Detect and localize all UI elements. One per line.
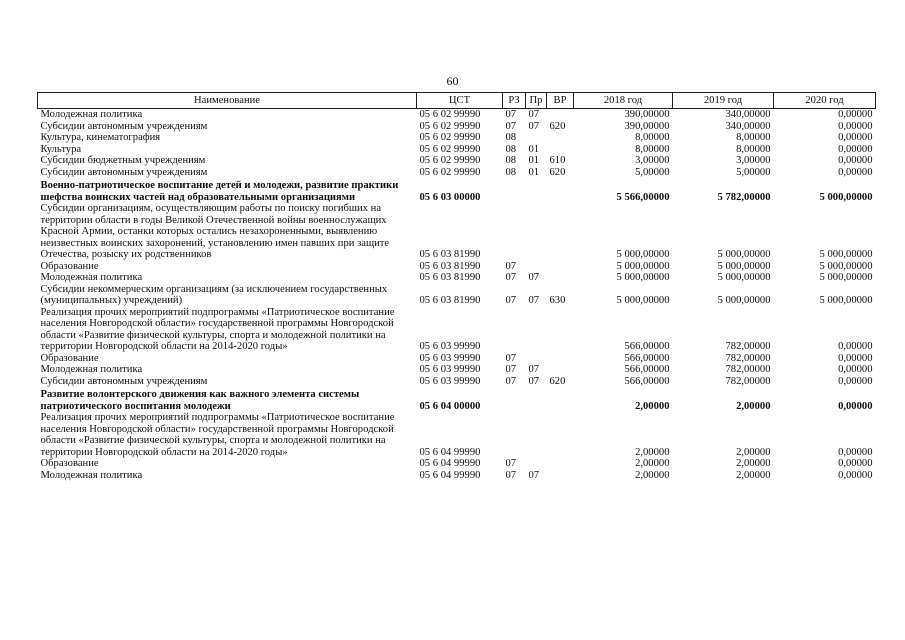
cell-vr: 630: [549, 295, 566, 306]
cell-pr: 01: [528, 155, 540, 166]
cell-name: Субсидии автономным учреждениям: [40, 166, 208, 178]
page-number: 60: [446, 74, 459, 88]
cell-pr: [526, 307, 547, 353]
cell-vr: 620: [549, 120, 566, 132]
cell-rz: 07: [505, 109, 517, 120]
cell-rz: 07: [505, 364, 517, 375]
budget-table: [37, 92, 876, 481]
cell-2019: 5 000,00000: [717, 272, 771, 283]
cell-2018: 5 566,00000: [616, 191, 670, 203]
column-header-2019: 2019 год: [673, 93, 774, 109]
table-row: [38, 376, 876, 388]
cell-name: Реализация прочих мероприятий подпрограммы «Патриотическое воспитание населения Новгородской области» государственной программы Новгородской области «Развитие физической культуры, спорта и молодежной политики на территории Новгородской области на 2014-2020 годы»: [40, 412, 395, 458]
cell-2020: 0,00000: [838, 132, 873, 143]
cell-2020: 0,00000: [838, 375, 873, 387]
column-header-rz: РЗ: [503, 93, 526, 109]
cell-rz: 07: [505, 469, 517, 481]
cell-2020: 5 000,00000: [819, 295, 873, 306]
cell-pr: [526, 387, 547, 412]
column-header-name: Наименование: [38, 93, 417, 109]
cell-rz: [503, 203, 526, 261]
cell-cst: 05 6 03 81990: [419, 295, 481, 306]
cell-name: Образование: [40, 260, 99, 272]
cell-cst: 05 6 04 00000: [419, 400, 481, 412]
cell-2020: 0,00000: [838, 400, 873, 412]
table-row: [38, 121, 876, 133]
cell-cst: 05 6 02 99990: [419, 132, 481, 143]
cell-vr: 620: [549, 375, 566, 387]
table-row: [38, 412, 876, 458]
cell-name: Молодежная политика: [40, 272, 143, 283]
cell-pr: 07: [528, 469, 540, 481]
cell-2020: 0,00000: [838, 458, 873, 469]
cell-2019: 782,00000: [725, 341, 771, 352]
cell-2019: 5 000,00000: [717, 249, 771, 260]
cell-2018: 5 000,00000: [616, 249, 670, 260]
cell-cst: 05 6 03 00000: [419, 191, 481, 203]
cell-2018: 5 000,00000: [616, 260, 670, 272]
cell-2019: 782,00000: [725, 375, 771, 387]
cell-cst: 05 6 04 99990: [419, 458, 481, 469]
cell-pr: [526, 458, 547, 470]
cell-name: Субсидии организациям, осуществляющим работы по поиску погибших на территории области в годы Великой Отечественной войны военнослужащих Красной Армии, останки которых остались незахороненными, выявлению неизвестных воинских захоронений, установлению имен павших при защите Отечества, розыску их родственников: [40, 203, 390, 260]
table-row: [38, 307, 876, 353]
cell-2018: 2,00000: [635, 400, 670, 412]
cell-rz: 08: [505, 155, 517, 166]
cell-name: Образование: [40, 352, 99, 364]
cell-vr: [547, 261, 574, 273]
cell-name: Субсидии бюджетным учреждениям: [40, 155, 206, 166]
cell-rz: 08: [505, 143, 517, 155]
table-row: [38, 132, 876, 144]
column-header-2020: 2020 год: [774, 93, 876, 109]
cell-pr: [526, 178, 547, 203]
cell-cst: 05 6 03 81990: [419, 249, 481, 260]
cell-2018: 390,00000: [624, 120, 670, 132]
cell-2018: 8,00000: [635, 132, 670, 143]
cell-vr: [547, 178, 574, 203]
cell-pr: 07: [528, 109, 540, 120]
cell-name: Реализация прочих мероприятий подпрограммы «Патриотическое воспитание населения Новгородской области» государственной программы Новгородской области «Развитие физической культуры, спорта и молодежной политики на территории Новгородской области на 2014-2020 годы»: [40, 306, 395, 352]
cell-name: Субсидии автономным учреждениям: [40, 120, 208, 132]
cell-cst: 05 6 02 99990: [419, 155, 481, 166]
cell-vr: [547, 387, 574, 412]
cell-2019: 2,00000: [736, 469, 771, 481]
cell-2018: 8,00000: [635, 143, 670, 155]
cell-2019: 8,00000: [736, 143, 771, 155]
cell-pr: 07: [528, 120, 540, 132]
cell-rz: 07: [505, 352, 517, 364]
cell-pr: 07: [528, 375, 540, 387]
cell-rz: 07: [505, 375, 517, 387]
cell-2020: 5 000,00000: [819, 249, 873, 260]
table-row: [38, 261, 876, 273]
header-row: [38, 93, 876, 109]
cell-2020: 0,00000: [838, 352, 873, 364]
cell-2019: 5 782,00000: [717, 191, 771, 203]
table-row: [38, 272, 876, 284]
table-row: [38, 387, 876, 412]
cell-2020: 5 000,00000: [819, 272, 873, 283]
cell-2019: 5,00000: [736, 166, 771, 178]
cell-name: Культура: [40, 143, 82, 155]
cell-2018: 566,00000: [624, 341, 670, 352]
cell-pr: 07: [528, 364, 540, 375]
cell-2018: 566,00000: [624, 352, 670, 364]
table-row: [38, 284, 876, 307]
cell-vr: [547, 132, 574, 144]
cell-cst: 05 6 02 99990: [419, 120, 481, 132]
cell-2018: 5 000,00000: [616, 295, 670, 306]
cell-2020: 0,00000: [838, 446, 873, 458]
cell-vr: [547, 109, 574, 121]
cell-2019: 340,00000: [725, 120, 771, 132]
cell-cst: 05 6 03 81990: [419, 260, 481, 272]
cell-name: Молодежная политика: [40, 109, 143, 120]
cell-cst: 05 6 03 99990: [419, 341, 481, 352]
table-row: [38, 155, 876, 167]
cell-cst: 05 6 02 99990: [419, 109, 481, 120]
cell-vr: [547, 272, 574, 284]
cell-2019: 5 000,00000: [717, 295, 771, 306]
cell-2019: 3,00000: [736, 155, 771, 166]
cell-name: Молодежная политика: [40, 469, 143, 481]
table-row: [38, 178, 876, 203]
table-row: [38, 167, 876, 179]
cell-2020: 0,00000: [838, 109, 873, 120]
cell-2018: 2,00000: [635, 446, 670, 458]
cell-2018: 5,00000: [635, 166, 670, 178]
cell-2019: 782,00000: [725, 364, 771, 375]
cell-vr: [547, 458, 574, 470]
cell-2019: 5 000,00000: [717, 260, 771, 272]
cell-vr: 610: [549, 155, 566, 166]
cell-name: Субсидии автономным учреждениям: [40, 375, 208, 387]
cell-pr: 07: [528, 272, 540, 283]
cell-name: Молодежная политика: [40, 364, 143, 375]
cell-name: Образование: [40, 458, 99, 469]
table-row: [38, 458, 876, 470]
table-row: [38, 353, 876, 365]
cell-2019: 2,00000: [736, 458, 771, 469]
table-row: [38, 203, 876, 261]
column-header-2018: 2018 год: [574, 93, 673, 109]
cell-2018: 390,00000: [624, 109, 670, 120]
cell-pr: [526, 353, 547, 365]
cell-2019: 2,00000: [736, 400, 771, 412]
cell-2018: 566,00000: [624, 375, 670, 387]
cell-pr: [526, 412, 547, 458]
cell-pr: 07: [528, 295, 540, 306]
cell-rz: [503, 307, 526, 353]
cell-cst: 05 6 04 99990: [419, 469, 481, 481]
cell-rz: 08: [505, 132, 517, 143]
cell-name: Субсидии некоммерческим организациям (за исключением государственных (муниципальных) учреждений): [40, 283, 388, 306]
cell-2020: 0,00000: [838, 166, 873, 178]
cell-2020: 0,00000: [838, 143, 873, 155]
cell-cst: 05 6 03 99990: [419, 375, 481, 387]
cell-vr: [547, 364, 574, 376]
cell-2020: 0,00000: [838, 155, 873, 166]
cell-pr: 01: [528, 143, 540, 155]
cell-2018: 5 000,00000: [616, 272, 670, 283]
cell-2019: 8,00000: [736, 132, 771, 143]
cell-vr: [547, 470, 574, 482]
cell-2020: 0,00000: [838, 120, 873, 132]
cell-pr: [526, 261, 547, 273]
cell-name: Военно-патриотическое воспитание детей и молодежи, развитие практики шефства воинских частей над образовательными организациями: [40, 180, 399, 203]
table-row: [38, 470, 876, 482]
cell-vr: [547, 307, 574, 353]
cell-rz: 07: [505, 260, 517, 272]
cell-rz: 08: [505, 166, 517, 178]
cell-2018: 2,00000: [635, 458, 670, 469]
column-header-pr: Пр: [526, 93, 547, 109]
cell-vr: [547, 203, 574, 261]
cell-cst: 05 6 04 99990: [419, 446, 481, 458]
cell-rz: [503, 412, 526, 458]
cell-rz: 07: [505, 272, 517, 283]
cell-2020: 0,00000: [838, 364, 873, 375]
column-header-vr: ВР: [547, 93, 574, 109]
cell-2019: 2,00000: [736, 446, 771, 458]
cell-pr: [526, 132, 547, 144]
cell-vr: [547, 144, 574, 156]
cell-pr: [526, 203, 547, 261]
column-header-cst: ЦСТ: [417, 93, 503, 109]
cell-rz: [503, 178, 526, 203]
cell-name: Развитие волонтерского движения как важного элемента системы патриотического воспитания молодежи: [40, 389, 360, 412]
table-row: [38, 109, 876, 121]
cell-pr: 01: [528, 166, 540, 178]
cell-2020: 0,00000: [838, 469, 873, 481]
cell-cst: 05 6 02 99990: [419, 143, 481, 155]
cell-rz: [503, 387, 526, 412]
cell-2018: 2,00000: [635, 469, 670, 481]
table-row: [38, 144, 876, 156]
cell-rz: 07: [505, 120, 517, 132]
table-row: [38, 364, 876, 376]
cell-2020: 0,00000: [838, 341, 873, 352]
cell-2018: 3,00000: [635, 155, 670, 166]
cell-name: Культура, кинематография: [40, 132, 161, 143]
cell-vr: [547, 353, 574, 365]
cell-2018: 566,00000: [624, 364, 670, 375]
cell-2020: 5 000,00000: [819, 191, 873, 203]
cell-cst: 05 6 03 81990: [419, 272, 481, 283]
cell-cst: 05 6 03 99990: [419, 364, 481, 375]
cell-rz: 07: [505, 295, 517, 306]
cell-cst: 05 6 02 99990: [419, 166, 481, 178]
cell-rz: 07: [505, 458, 517, 469]
cell-2019: 782,00000: [725, 352, 771, 364]
cell-vr: [547, 412, 574, 458]
cell-2020: 5 000,00000: [819, 260, 873, 272]
cell-2019: 340,00000: [725, 109, 771, 120]
cell-vr: 620: [549, 166, 566, 178]
cell-cst: 05 6 03 99990: [419, 352, 481, 364]
